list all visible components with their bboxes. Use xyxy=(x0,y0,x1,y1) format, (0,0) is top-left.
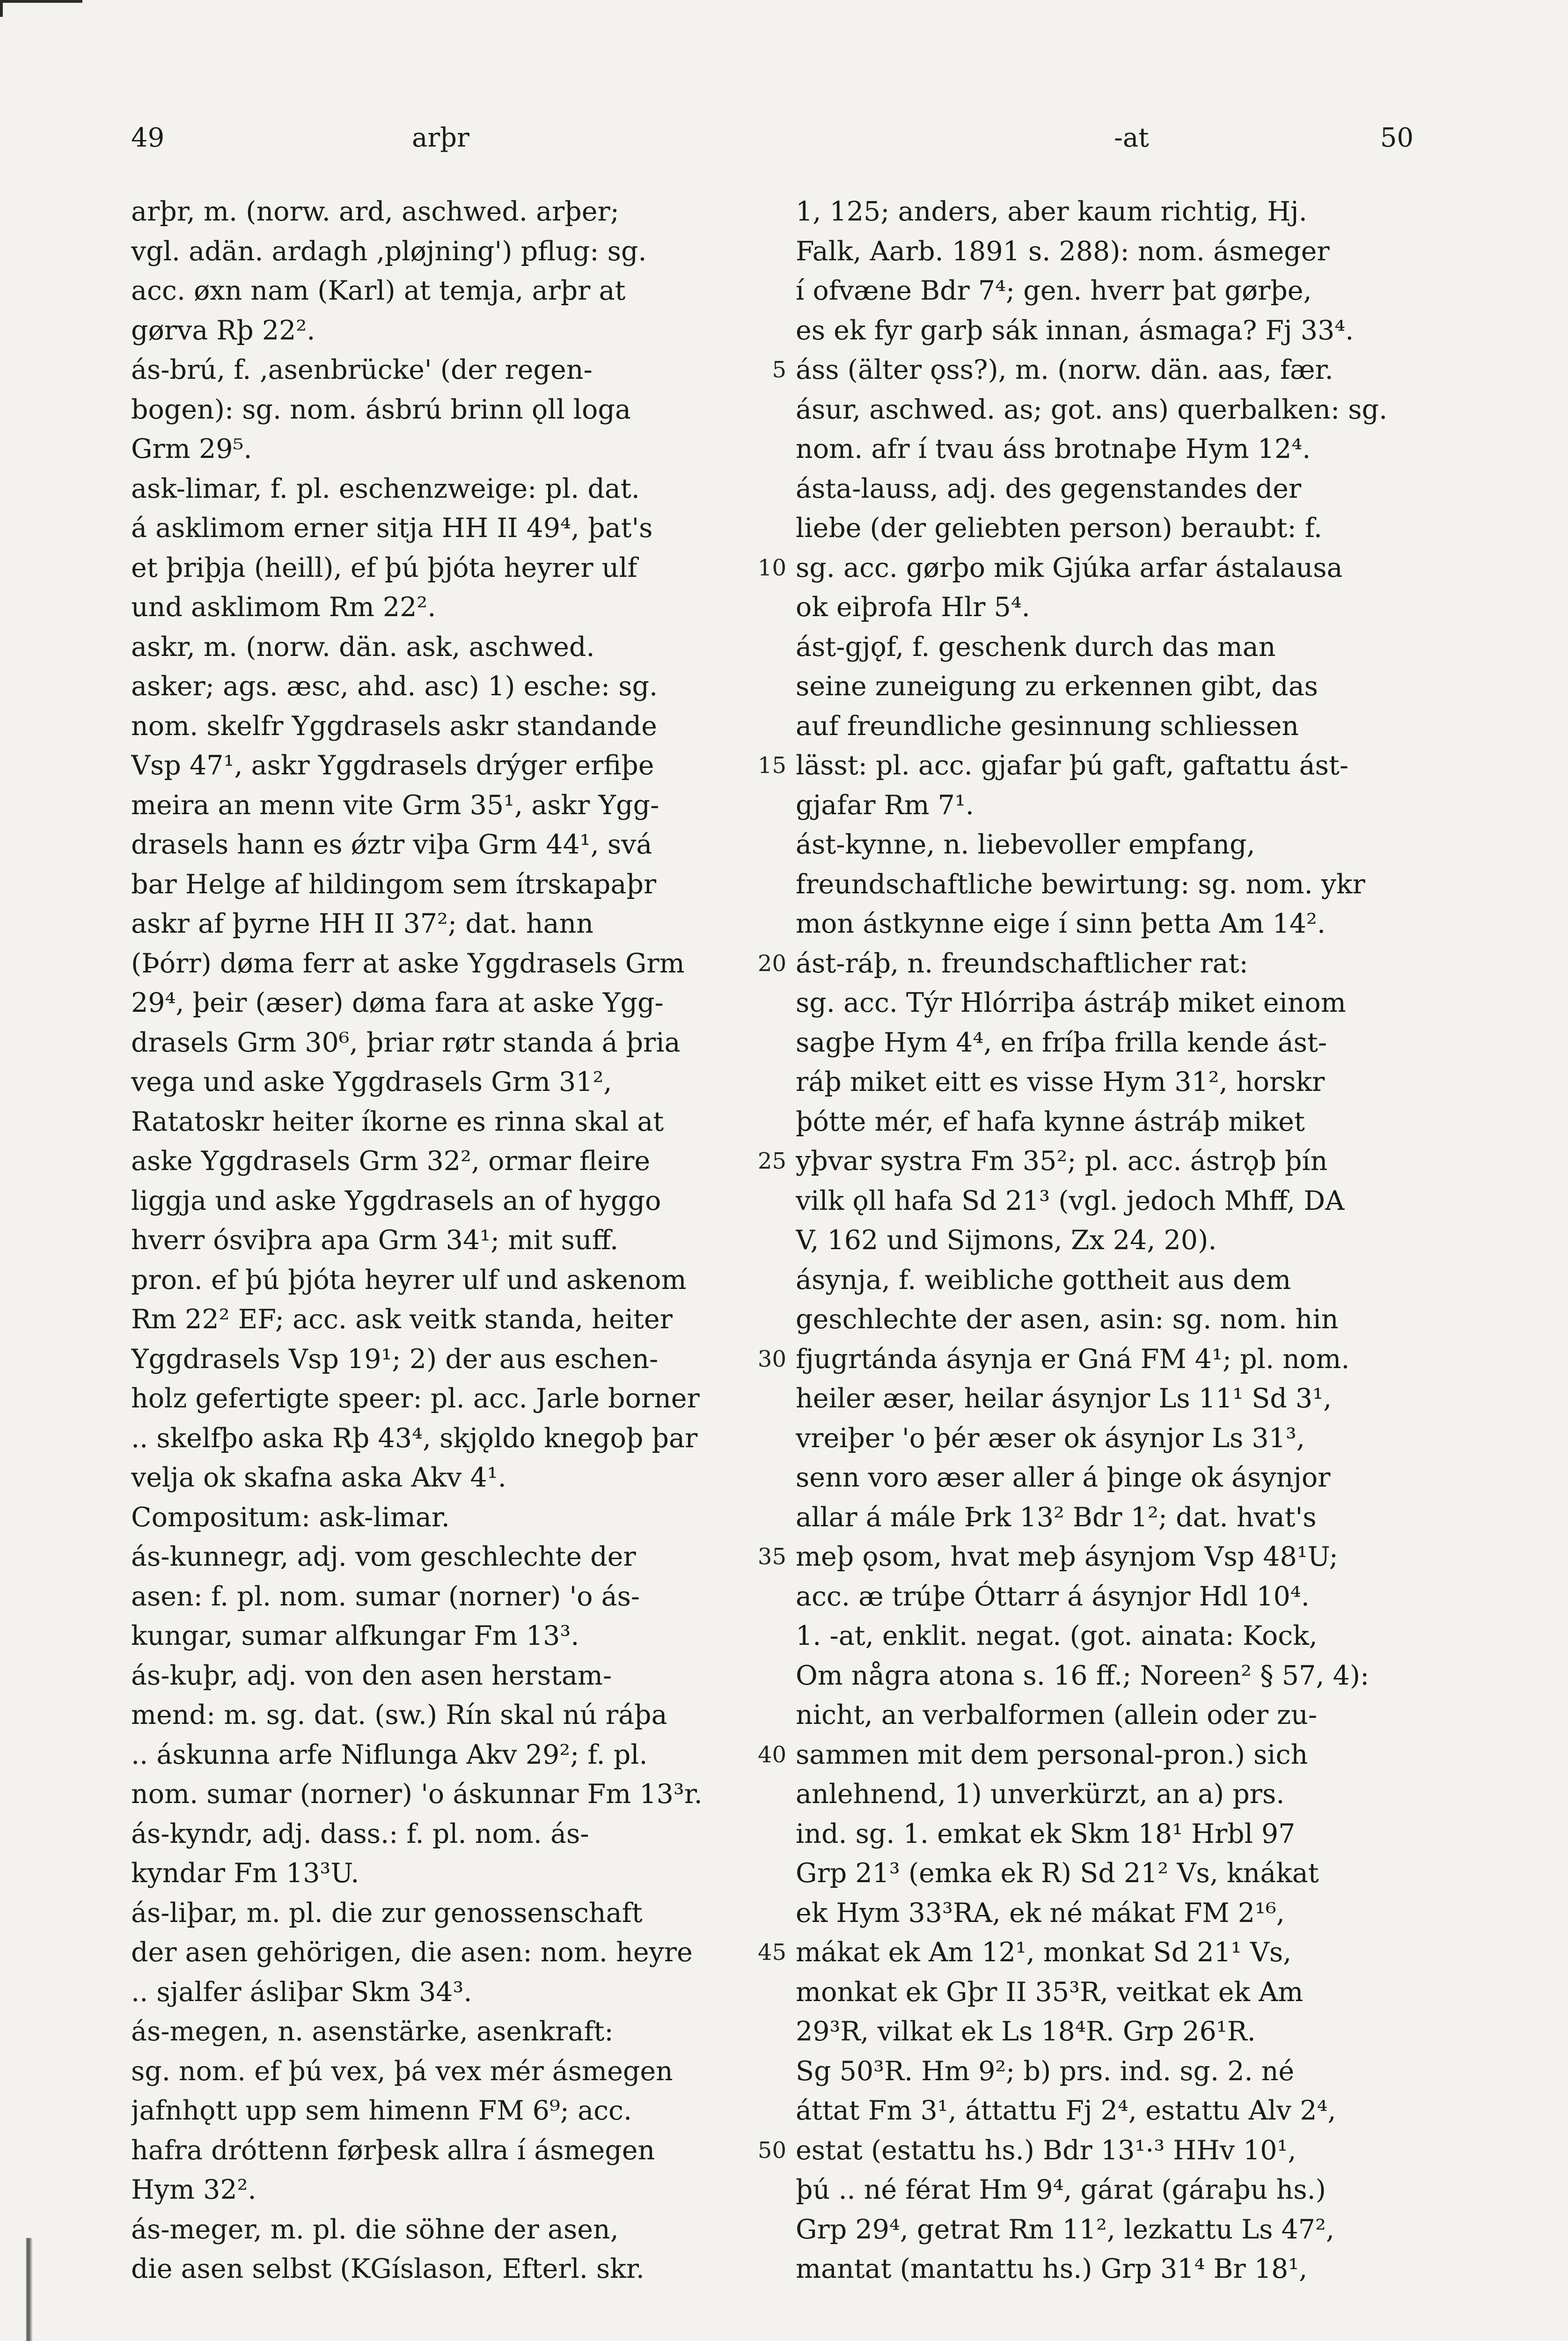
left-column-line: .. skelfþo aska Rþ 43⁴, skjǫldo knegoþ þar xyxy=(131,1422,698,1454)
left-column-line: (Þórr) døma ferr at aske Yggdrasels Grm xyxy=(131,948,685,979)
right-column-line: 1. -at, enklit. negat. (got. ainata: Kock, xyxy=(796,1620,1318,1651)
right-column-line: gjafar Rm 7¹. xyxy=(796,789,974,821)
left-column-line: pron. ef þú þjóta heyrer ulf und askenom xyxy=(131,1264,687,1296)
right-column-line: mon ástkynne eige í sinn þetta Am 14². xyxy=(796,908,1326,939)
left-column-line: der asen gehörigen, die asen: nom. heyre xyxy=(131,1937,693,1968)
right-column-line: meþ ǫsom, hvat meþ ásynjom Vsp 48¹U; xyxy=(796,1541,1338,1572)
scan-edge-mark xyxy=(19,2238,42,2341)
left-column-line: Vsp 47¹, askr Yggdrasels drýger erfiþe xyxy=(131,750,654,781)
right-column-line: ást-kynne, n. liebevoller empfang, xyxy=(796,829,1255,860)
line-number: 10 xyxy=(757,554,786,581)
right-column-line: estat (estattu hs.) Bdr 13¹·³ HHv 10¹, xyxy=(796,2135,1297,2166)
left-column-line: ás-meger, m. pl. die söhne der asen, xyxy=(131,2214,619,2245)
left-column-line: und asklimom Rm 22². xyxy=(131,592,436,623)
left-column-line: kungar, sumar alfkungar Fm 13³. xyxy=(131,1620,579,1651)
right-column-line: ásynja, f. weibliche gottheit aus dem xyxy=(796,1264,1291,1296)
left-column-line: die asen selbst (KGíslason, Efterl. skr. xyxy=(131,2253,645,2284)
right-column-line: áss (älter ǫss?), m. (norw. dän. aas, fær. xyxy=(796,354,1334,385)
right-column-line: ást-gjǫf, f. geschenk durch das man xyxy=(796,631,1276,663)
right-column-line: yþvar systra Fm 35²; pl. acc. ástrǫþ þín xyxy=(796,1146,1328,1177)
left-column-line: askr, m. (norw. dän. ask, aschwed. xyxy=(131,631,595,663)
right-column-line: ind. sg. 1. emkat ek Skm 18¹ Hrbl 97 xyxy=(796,1818,1296,1849)
right-column-line: auf freundliche gesinnung schliessen xyxy=(796,710,1299,742)
right-column-line: mantat (mantattu hs.) Grp 31⁴ Br 18¹, xyxy=(796,2253,1308,2284)
line-number: 40 xyxy=(757,1741,786,1768)
left-column-line: liggja und aske Yggdrasels an of hyggo xyxy=(131,1185,661,1216)
left-column-line: vega und aske Yggdrasels Grm 31², xyxy=(131,1067,612,1097)
right-column-line: lässt: pl. acc. gjafar þú gaft, gaftattu ást- xyxy=(796,750,1349,781)
right-column-line: seine zuneigung zu erkennen gibt, das xyxy=(796,671,1318,702)
right-column-line: 29³R, vilkat ek Ls 18⁴R. Grp 26¹R. xyxy=(796,2016,1256,2047)
right-column-line: sg. acc. Týr Hlórriþa ástráþ miket einom xyxy=(796,987,1346,1018)
right-column-line: heiler æser, heilar ásynjor Ls 11¹ Sd 3¹, xyxy=(796,1383,1332,1414)
line-number: 30 xyxy=(757,1346,786,1372)
right-column-line: 1, 125; anders, aber kaum richtig, Hj. xyxy=(796,196,1307,227)
right-column-line: liebe (der geliebten person) beraubt: f. xyxy=(796,513,1322,544)
left-column-line: arþr, m. (norw. ard, aschwed. arþer; xyxy=(131,196,619,227)
line-number: 50 xyxy=(757,2137,786,2164)
right-column-line: sammen mit dem personal-pron.) sich xyxy=(796,1739,1308,1770)
running-headword-right: -at xyxy=(1114,123,1149,153)
right-column-line: allar á mále Þrk 13² Bdr 1²; dat. hvat's xyxy=(796,1502,1317,1533)
right-column-line: fjugrtánda ásynja er Gná FM 4¹; pl. nom. xyxy=(796,1343,1350,1375)
running-headword-left: arþr xyxy=(412,123,469,153)
left-column-line: meira an menn vite Grm 35¹, askr Ygg- xyxy=(131,789,659,821)
right-column-line: es ek fyr garþ sák innan, ásmaga? Fj 33⁴. xyxy=(796,315,1354,346)
right-column-line: ásta-lauss, adj. des gegenstandes der xyxy=(796,473,1302,504)
left-column-line: mend: m. sg. dat. (sw.) Rín skal nú ráþa xyxy=(131,1700,667,1730)
page-number-right: 50 xyxy=(1380,123,1414,153)
page-number-left: 49 xyxy=(131,123,165,153)
left-column-line: velja ok skafna aska Akv 4¹. xyxy=(131,1462,506,1493)
left-column-line: ás-megen, n. asenstärke, asenkraft: xyxy=(131,2016,614,2047)
right-column-line: acc. æ trúþe Óttarr á ásynjor Hdl 10⁴. xyxy=(796,1581,1310,1612)
right-column-line: áttat Fm 3¹, áttattu Fj 2⁴, estattu Alv 2⁴, xyxy=(796,2095,1336,2126)
left-column-line: .. áskunna arfe Niflunga Akv 29²; f. pl. xyxy=(131,1739,648,1770)
line-number: 45 xyxy=(757,1939,786,1966)
left-column-line: aske Yggdrasels Grm 32², ormar fleire xyxy=(131,1146,651,1177)
right-column-line: anlehnend, 1) unverkürzt, an a) prs. xyxy=(796,1779,1285,1810)
right-column-line: Om några atona s. 16 ff.; Noreen² § 57, 4): xyxy=(796,1660,1370,1691)
scan-corner-mark xyxy=(0,0,82,17)
right-column-line: geschlechte der asen, asin: sg. nom. hin xyxy=(796,1304,1339,1335)
line-number: 25 xyxy=(757,1148,786,1174)
right-column xyxy=(796,192,1414,2289)
left-column-line: hverr ósviþra apa Grm 34¹; mit suff. xyxy=(131,1225,619,1256)
left-column-line: hafra dróttenn førþesk allra í ásmegen xyxy=(131,2135,655,2166)
right-column-line: ok eiþrofa Hlr 5⁴. xyxy=(796,592,1030,623)
right-column-line: Sg 50³R. Hm 9²; b) prs. ind. sg. 2. né xyxy=(796,2055,1295,2087)
left-column-line: ás-kuþr, adj. von den asen herstam- xyxy=(131,1660,612,1691)
left-column-line: askr af þyrne HH II 37²; dat. hann xyxy=(131,908,593,939)
left-column-line: bar Helge af hildingom sem ítrskapaþr xyxy=(131,869,657,900)
left-column-line: acc. øxn nam (Karl) at temja, arþr at xyxy=(131,275,626,306)
right-column-line: ásur, aschwed. as; got. ans) querbalken: sg. xyxy=(796,394,1388,425)
right-column-line: sagþe Hym 4⁴, en fríþa frilla kende ást- xyxy=(796,1027,1327,1058)
left-column-line: jafnhǫtt upp sem himenn FM 6⁹; acc. xyxy=(131,2095,632,2126)
left-column-line: asker; ags. æsc, ahd. asc) 1) esche: sg. xyxy=(131,671,658,702)
left-column-line: ás-kyndr, adj. dass.: f. pl. nom. ás- xyxy=(131,1818,589,1849)
left-column-line: Ratatoskr heiter íkorne es rinna skal at xyxy=(131,1106,664,1137)
right-column-line: Grp 29⁴, getrat Rm 11², lezkattu Ls 47², xyxy=(796,2214,1334,2245)
left-column-line: sg. nom. ef þú vex, þá vex mér ásmegen xyxy=(131,2055,673,2087)
line-number: 20 xyxy=(757,950,786,977)
right-column-line: vilk ǫll hafa Sd 21³ (vgl. jedoch Mhff, DA xyxy=(796,1185,1345,1216)
right-column-line: senn voro æser aller á þinge ok ásynjor xyxy=(796,1462,1331,1493)
right-column-line: monkat ek Gþr II 35³R, veitkat ek Am xyxy=(796,1976,1304,2008)
left-column-line: nom. sumar (norner) 'o áskunnar Fm 13³r. xyxy=(131,1779,703,1810)
left-column-line: ás-brú, f. ‚asenbrücke' (der regen- xyxy=(131,354,593,385)
left-column-line: ás-liþar, m. pl. die zur genossenschaft xyxy=(131,1897,643,1929)
right-column-line: ást-ráþ, n. freundschaftlicher rat: xyxy=(796,948,1248,979)
right-column-line: sg. acc. gørþo mik Gjúka arfar ástalausa xyxy=(796,552,1343,583)
right-column-line: nicht, an verbalformen (allein oder zu- xyxy=(796,1700,1318,1730)
right-column-line: freundschaftliche bewirtung: sg. nom. ykr xyxy=(796,869,1365,900)
left-column-line: drasels Grm 30⁶, þriar røtr standa á þria xyxy=(131,1027,681,1058)
left-column-line: asen: f. pl. nom. sumar (norner) 'o ás- xyxy=(131,1581,640,1612)
left-column-line: Compositum: ask-limar. xyxy=(131,1502,450,1533)
left-column-line: kyndar Fm 13³U. xyxy=(131,1858,359,1889)
line-number: 5 xyxy=(772,357,786,383)
line-number: 15 xyxy=(757,752,786,779)
right-column-line: vreiþer 'o þér æser ok ásynjor Ls 31³, xyxy=(796,1422,1305,1454)
left-column-line: Hym 32². xyxy=(131,2174,256,2205)
left-column-line: ás-kunnegr, adj. vom geschlechte der xyxy=(131,1541,636,1572)
left-column-line: vgl. adän. ardagh ‚pløjning') pflug: sg. xyxy=(131,236,647,267)
left-column-line: holz gefertigte speer: pl. acc. Jarle borner xyxy=(131,1383,700,1414)
right-column-line: ek Hym 33³RA, ek né mákat FM 2¹⁶, xyxy=(796,1897,1285,1929)
left-column-line: .. sjalfer ásliþar Skm 34³. xyxy=(131,1976,472,2008)
right-column-line: þótte mér, ef hafa kynne ástráþ miket xyxy=(796,1106,1305,1137)
left-column-line: ask-limar, f. pl. eschenzweige: pl. dat. xyxy=(131,473,640,504)
left-column-line: et þriþja (heill), ef þú þjóta heyrer ulf xyxy=(131,552,637,583)
right-column-line: nom. afr í tvau áss brotnaþe Hym 12⁴. xyxy=(796,434,1311,464)
line-number: 35 xyxy=(757,1544,786,1570)
left-column-line: 29⁴, þeir (æser) døma fara at aske Ygg- xyxy=(131,987,664,1018)
left-column-line: Grm 29⁵. xyxy=(131,434,252,464)
running-head xyxy=(131,117,1414,159)
left-column-line: nom. skelfr Yggdrasels askr standande xyxy=(131,710,657,742)
left-column-line: drasels hann es ǿztr viþa Grm 44¹, svá xyxy=(131,829,652,860)
right-column-line: mákat ek Am 12¹, monkat Sd 21¹ Vs, xyxy=(796,1937,1292,1968)
left-column-line: gørva Rþ 22². xyxy=(131,315,315,346)
right-column-line: V, 162 und Sijmons, Zx 24, 20). xyxy=(796,1225,1217,1256)
left-column-line: Rm 22² EF; acc. ask veitk standa, heiter xyxy=(131,1304,673,1335)
left-column-line: bogen): sg. nom. ásbrú brinn ǫll loga xyxy=(131,394,631,425)
right-column-line: þú .. né férat Hm 9⁴, gárat (gáraþu hs.) xyxy=(796,2174,1326,2205)
left-column-line: á asklimom erner sitja HH II 49⁴, þat's xyxy=(131,513,653,544)
right-column-line: Falk, Aarb. 1891 s. 288): nom. ásmeger xyxy=(796,236,1330,267)
right-column-line: í ofvæne Bdr 7⁴; gen. hverr þat gørþe, xyxy=(796,275,1312,306)
right-column-line: Grp 21³ (emka ek R) Sd 21² Vs, knákat xyxy=(796,1858,1319,1889)
left-column xyxy=(131,192,749,2289)
right-column-line: ráþ miket eitt es visse Hym 31², horskr xyxy=(796,1067,1325,1097)
left-column-line: Yggdrasels Vsp 19¹; 2) der aus eschen- xyxy=(131,1343,659,1375)
